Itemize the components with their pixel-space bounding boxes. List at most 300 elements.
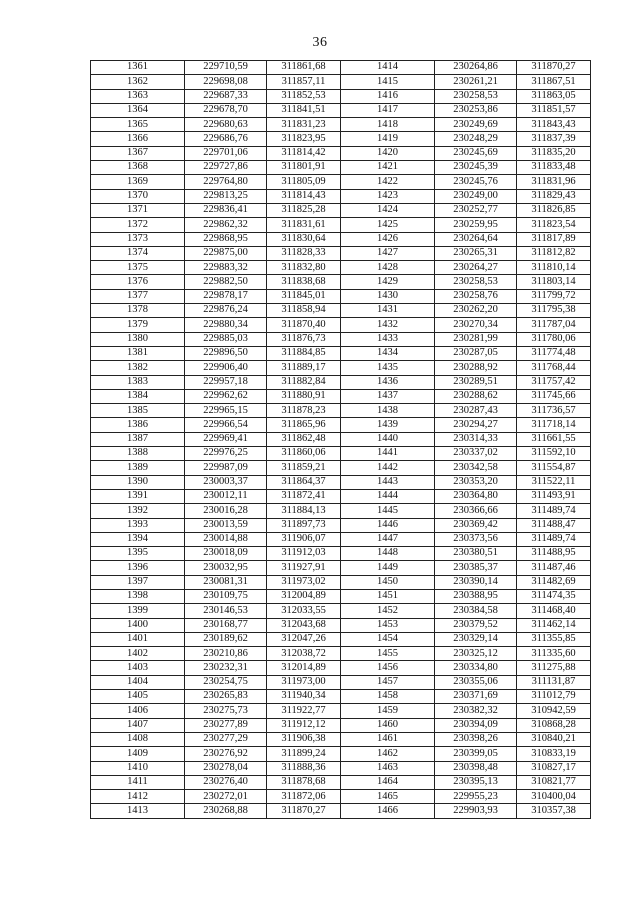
- x-coordinate-cell: 229876,24: [185, 304, 267, 318]
- table-row: [91, 332, 591, 346]
- x-coordinate-cell: 230264,86: [435, 61, 517, 75]
- table-row: [91, 132, 591, 146]
- y-coordinate-cell: 311487,46: [517, 561, 591, 575]
- x-coordinate-cell: 230249,69: [435, 118, 517, 132]
- table-row: [91, 103, 591, 117]
- point-number-cell: 1450: [341, 575, 435, 589]
- point-number-cell: 1433: [341, 332, 435, 346]
- y-coordinate-cell: 311799,72: [517, 289, 591, 303]
- point-number-cell: 1458: [341, 690, 435, 704]
- y-coordinate-cell: 311801,91: [267, 161, 341, 175]
- x-coordinate-cell: 229882,50: [185, 275, 267, 289]
- y-coordinate-cell: 311906,07: [267, 532, 341, 546]
- y-coordinate-cell: 311973,02: [267, 575, 341, 589]
- point-number-cell: 1423: [341, 189, 435, 203]
- table-row: [91, 661, 591, 675]
- x-coordinate-cell: 230249,00: [435, 189, 517, 203]
- x-coordinate-cell: 230210,86: [185, 647, 267, 661]
- y-coordinate-cell: 311837,39: [517, 132, 591, 146]
- y-coordinate-cell: 311829,43: [517, 189, 591, 203]
- y-coordinate-cell: 311661,55: [517, 432, 591, 446]
- point-number-cell: 1402: [91, 647, 185, 661]
- y-coordinate-cell: 311841,51: [267, 103, 341, 117]
- point-number-cell: 1399: [91, 604, 185, 618]
- y-coordinate-cell: 311922,77: [267, 704, 341, 718]
- point-number-cell: 1445: [341, 504, 435, 518]
- x-coordinate-cell: 230380,51: [435, 547, 517, 561]
- point-number-cell: 1409: [91, 747, 185, 761]
- point-number-cell: 1465: [341, 790, 435, 804]
- x-coordinate-cell: 230252,77: [435, 203, 517, 217]
- x-coordinate-cell: 230277,89: [185, 718, 267, 732]
- y-coordinate-cell: 311845,01: [267, 289, 341, 303]
- y-coordinate-cell: 312033,55: [267, 604, 341, 618]
- x-coordinate-cell: 230014,88: [185, 532, 267, 546]
- y-coordinate-cell: 312043,68: [267, 618, 341, 632]
- x-coordinate-cell: 229957,18: [185, 375, 267, 389]
- point-number-cell: 1412: [91, 790, 185, 804]
- table-row: [91, 146, 591, 160]
- point-number-cell: 1367: [91, 146, 185, 160]
- table-row: [91, 218, 591, 232]
- x-coordinate-cell: 230264,64: [435, 232, 517, 246]
- y-coordinate-cell: 311878,23: [267, 404, 341, 418]
- y-coordinate-cell: 311012,79: [517, 690, 591, 704]
- y-coordinate-cell: 311817,89: [517, 232, 591, 246]
- y-coordinate-cell: 311830,64: [267, 232, 341, 246]
- y-coordinate-cell: 311864,37: [267, 475, 341, 489]
- y-coordinate-cell: 311488,95: [517, 547, 591, 561]
- table-row: [91, 432, 591, 446]
- point-number-cell: 1454: [341, 632, 435, 646]
- x-coordinate-cell: 230371,69: [435, 690, 517, 704]
- point-number-cell: 1429: [341, 275, 435, 289]
- x-coordinate-cell: 229836,41: [185, 203, 267, 217]
- y-coordinate-cell: 311493,91: [517, 489, 591, 503]
- y-coordinate-cell: 311831,61: [267, 218, 341, 232]
- y-coordinate-cell: 310833,19: [517, 747, 591, 761]
- y-coordinate-cell: 311828,33: [267, 246, 341, 260]
- x-coordinate-cell: 230146,53: [185, 604, 267, 618]
- table-row: [91, 304, 591, 318]
- x-coordinate-cell: 229701,06: [185, 146, 267, 160]
- x-coordinate-cell: 230032,95: [185, 561, 267, 575]
- x-coordinate-cell: 229906,40: [185, 361, 267, 375]
- point-number-cell: 1460: [341, 718, 435, 732]
- point-number-cell: 1382: [91, 361, 185, 375]
- y-coordinate-cell: 310840,21: [517, 732, 591, 746]
- y-coordinate-cell: 311867,51: [517, 75, 591, 89]
- y-coordinate-cell: 310821,77: [517, 775, 591, 789]
- x-coordinate-cell: 230268,88: [185, 804, 267, 818]
- x-coordinate-cell: 230337,02: [435, 447, 517, 461]
- x-coordinate-cell: 230353,20: [435, 475, 517, 489]
- x-coordinate-cell: 229686,76: [185, 132, 267, 146]
- x-coordinate-cell: 230258,76: [435, 289, 517, 303]
- y-coordinate-cell: 311860,06: [267, 447, 341, 461]
- x-coordinate-cell: 229678,70: [185, 103, 267, 117]
- point-number-cell: 1370: [91, 189, 185, 203]
- x-coordinate-cell: 230329,14: [435, 632, 517, 646]
- table-row: [91, 475, 591, 489]
- point-number-cell: 1374: [91, 246, 185, 260]
- table-row: [91, 704, 591, 718]
- x-coordinate-cell: 230265,83: [185, 690, 267, 704]
- y-coordinate-cell: 311870,27: [517, 61, 591, 75]
- y-coordinate-cell: 311876,73: [267, 332, 341, 346]
- table-row: [91, 632, 591, 646]
- y-coordinate-cell: 311823,54: [517, 218, 591, 232]
- y-coordinate-cell: 312014,89: [267, 661, 341, 675]
- x-coordinate-cell: 230270,34: [435, 318, 517, 332]
- y-coordinate-cell: 311940,34: [267, 690, 341, 704]
- point-number-cell: 1404: [91, 675, 185, 689]
- point-number-cell: 1431: [341, 304, 435, 318]
- point-number-cell: 1368: [91, 161, 185, 175]
- x-coordinate-cell: 230168,77: [185, 618, 267, 632]
- point-number-cell: 1462: [341, 747, 435, 761]
- point-number-cell: 1381: [91, 346, 185, 360]
- point-number-cell: 1441: [341, 447, 435, 461]
- x-coordinate-cell: 230016,28: [185, 504, 267, 518]
- y-coordinate-cell: 311745,66: [517, 389, 591, 403]
- x-coordinate-cell: 229868,95: [185, 232, 267, 246]
- table-row: [91, 75, 591, 89]
- y-coordinate-cell: 311833,48: [517, 161, 591, 175]
- table-row: [91, 747, 591, 761]
- point-number-cell: 1393: [91, 518, 185, 532]
- table-row: [91, 618, 591, 632]
- x-coordinate-cell: 230288,92: [435, 361, 517, 375]
- y-coordinate-cell: 311803,14: [517, 275, 591, 289]
- table-row: [91, 418, 591, 432]
- point-number-cell: 1408: [91, 732, 185, 746]
- y-coordinate-cell: 311718,14: [517, 418, 591, 432]
- x-coordinate-cell: 230334,80: [435, 661, 517, 675]
- point-number-cell: 1448: [341, 547, 435, 561]
- point-number-cell: 1379: [91, 318, 185, 332]
- point-number-cell: 1415: [341, 75, 435, 89]
- table-row: [91, 718, 591, 732]
- y-coordinate-cell: 311872,06: [267, 790, 341, 804]
- point-number-cell: 1436: [341, 375, 435, 389]
- point-number-cell: 1366: [91, 132, 185, 146]
- x-coordinate-cell: 229965,15: [185, 404, 267, 418]
- table-row: [91, 375, 591, 389]
- table-row: [91, 647, 591, 661]
- table-row: [91, 89, 591, 103]
- point-number-cell: 1439: [341, 418, 435, 432]
- point-number-cell: 1363: [91, 89, 185, 103]
- table-row: [91, 675, 591, 689]
- point-number-cell: 1438: [341, 404, 435, 418]
- x-coordinate-cell: 230013,59: [185, 518, 267, 532]
- point-number-cell: 1444: [341, 489, 435, 503]
- table-row: [91, 289, 591, 303]
- x-coordinate-cell: 230278,04: [185, 761, 267, 775]
- y-coordinate-cell: 311861,68: [267, 61, 341, 75]
- x-coordinate-cell: 229966,54: [185, 418, 267, 432]
- point-number-cell: 1446: [341, 518, 435, 532]
- y-coordinate-cell: 311858,94: [267, 304, 341, 318]
- x-coordinate-cell: 229813,25: [185, 189, 267, 203]
- y-coordinate-cell: 311814,42: [267, 146, 341, 160]
- point-number-cell: 1432: [341, 318, 435, 332]
- y-coordinate-cell: 311335,60: [517, 647, 591, 661]
- point-number-cell: 1425: [341, 218, 435, 232]
- x-coordinate-cell: 230109,75: [185, 589, 267, 603]
- point-number-cell: 1466: [341, 804, 435, 818]
- x-coordinate-cell: 230342,58: [435, 461, 517, 475]
- point-number-cell: 1447: [341, 532, 435, 546]
- x-coordinate-cell: 229885,03: [185, 332, 267, 346]
- x-coordinate-cell: 230258,53: [435, 89, 517, 103]
- y-coordinate-cell: 311825,28: [267, 203, 341, 217]
- y-coordinate-cell: 311862,48: [267, 432, 341, 446]
- point-number-cell: 1385: [91, 404, 185, 418]
- point-number-cell: 1389: [91, 461, 185, 475]
- x-coordinate-cell: 230253,86: [435, 103, 517, 117]
- point-number-cell: 1424: [341, 203, 435, 217]
- y-coordinate-cell: 311899,24: [267, 747, 341, 761]
- x-coordinate-cell: 229880,34: [185, 318, 267, 332]
- point-number-cell: 1443: [341, 475, 435, 489]
- x-coordinate-cell: 229955,23: [435, 790, 517, 804]
- table-row: [91, 489, 591, 503]
- x-coordinate-cell: 230398,26: [435, 732, 517, 746]
- x-coordinate-cell: 230395,13: [435, 775, 517, 789]
- x-coordinate-cell: 229727,86: [185, 161, 267, 175]
- x-coordinate-cell: 229987,09: [185, 461, 267, 475]
- point-number-cell: 1373: [91, 232, 185, 246]
- x-coordinate-cell: 229883,32: [185, 261, 267, 275]
- x-coordinate-cell: 230276,92: [185, 747, 267, 761]
- y-coordinate-cell: 311857,11: [267, 75, 341, 89]
- x-coordinate-cell: 230272,01: [185, 790, 267, 804]
- y-coordinate-cell: 311973,00: [267, 675, 341, 689]
- y-coordinate-cell: 311275,88: [517, 661, 591, 675]
- y-coordinate-cell: 311882,84: [267, 375, 341, 389]
- table-row: [91, 604, 591, 618]
- x-coordinate-cell: 230289,51: [435, 375, 517, 389]
- table-row: [91, 518, 591, 532]
- x-coordinate-cell: 230189,62: [185, 632, 267, 646]
- x-coordinate-cell: 230248,29: [435, 132, 517, 146]
- x-coordinate-cell: 230281,99: [435, 332, 517, 346]
- x-coordinate-cell: 229698,08: [185, 75, 267, 89]
- y-coordinate-cell: 311522,11: [517, 475, 591, 489]
- point-number-cell: 1417: [341, 103, 435, 117]
- y-coordinate-cell: 311889,17: [267, 361, 341, 375]
- table-row: [91, 561, 591, 575]
- y-coordinate-cell: 311780,06: [517, 332, 591, 346]
- table-row: [91, 575, 591, 589]
- x-coordinate-cell: 230366,66: [435, 504, 517, 518]
- coordinates-table-body: [91, 61, 591, 819]
- y-coordinate-cell: 310400,04: [517, 790, 591, 804]
- point-number-cell: 1362: [91, 75, 185, 89]
- x-coordinate-cell: 230373,56: [435, 532, 517, 546]
- x-coordinate-cell: 230276,40: [185, 775, 267, 789]
- y-coordinate-cell: 311888,36: [267, 761, 341, 775]
- y-coordinate-cell: 311468,40: [517, 604, 591, 618]
- y-coordinate-cell: 311474,35: [517, 589, 591, 603]
- table-row: [91, 775, 591, 789]
- point-number-cell: 1461: [341, 732, 435, 746]
- table-row: [91, 232, 591, 246]
- y-coordinate-cell: 311812,82: [517, 246, 591, 260]
- y-coordinate-cell: 311823,95: [267, 132, 341, 146]
- point-number-cell: 1369: [91, 175, 185, 189]
- x-coordinate-cell: 230287,05: [435, 346, 517, 360]
- x-coordinate-cell: 229969,41: [185, 432, 267, 446]
- point-number-cell: 1421: [341, 161, 435, 175]
- x-coordinate-cell: 229710,59: [185, 61, 267, 75]
- point-number-cell: 1418: [341, 118, 435, 132]
- table-row: [91, 361, 591, 375]
- point-number-cell: 1383: [91, 375, 185, 389]
- point-number-cell: 1397: [91, 575, 185, 589]
- x-coordinate-cell: 230398,48: [435, 761, 517, 775]
- y-coordinate-cell: 311810,14: [517, 261, 591, 275]
- x-coordinate-cell: 230275,73: [185, 704, 267, 718]
- point-number-cell: 1371: [91, 203, 185, 217]
- y-coordinate-cell: 310868,28: [517, 718, 591, 732]
- y-coordinate-cell: 311795,38: [517, 304, 591, 318]
- x-coordinate-cell: 230390,14: [435, 575, 517, 589]
- point-number-cell: 1387: [91, 432, 185, 446]
- x-coordinate-cell: 230388,95: [435, 589, 517, 603]
- x-coordinate-cell: 230232,31: [185, 661, 267, 675]
- point-number-cell: 1395: [91, 547, 185, 561]
- y-coordinate-cell: 312004,89: [267, 589, 341, 603]
- x-coordinate-cell: 230012,11: [185, 489, 267, 503]
- x-coordinate-cell: 230394,09: [435, 718, 517, 732]
- x-coordinate-cell: 229962,62: [185, 389, 267, 403]
- point-number-cell: 1361: [91, 61, 185, 75]
- point-number-cell: 1416: [341, 89, 435, 103]
- x-coordinate-cell: 230369,42: [435, 518, 517, 532]
- point-number-cell: 1463: [341, 761, 435, 775]
- table-row: [91, 532, 591, 546]
- y-coordinate-cell: 311805,09: [267, 175, 341, 189]
- y-coordinate-cell: 311831,23: [267, 118, 341, 132]
- x-coordinate-cell: 230261,21: [435, 75, 517, 89]
- y-coordinate-cell: 311870,27: [267, 804, 341, 818]
- x-coordinate-cell: 230081,31: [185, 575, 267, 589]
- point-number-cell: 1372: [91, 218, 185, 232]
- x-coordinate-cell: 230259,95: [435, 218, 517, 232]
- y-coordinate-cell: 311851,57: [517, 103, 591, 117]
- y-coordinate-cell: 311826,85: [517, 203, 591, 217]
- point-number-cell: 1430: [341, 289, 435, 303]
- point-number-cell: 1414: [341, 61, 435, 75]
- x-coordinate-cell: 230399,05: [435, 747, 517, 761]
- point-number-cell: 1398: [91, 589, 185, 603]
- table-row: [91, 175, 591, 189]
- table-row: [91, 275, 591, 289]
- table-row: [91, 461, 591, 475]
- x-coordinate-cell: 230262,20: [435, 304, 517, 318]
- table-row: [91, 589, 591, 603]
- point-number-cell: 1400: [91, 618, 185, 632]
- y-coordinate-cell: 311912,03: [267, 547, 341, 561]
- y-coordinate-cell: 311489,74: [517, 532, 591, 546]
- table-row: [91, 161, 591, 175]
- point-number-cell: 1456: [341, 661, 435, 675]
- x-coordinate-cell: 230384,58: [435, 604, 517, 618]
- y-coordinate-cell: 311878,68: [267, 775, 341, 789]
- y-coordinate-cell: 310942,59: [517, 704, 591, 718]
- y-coordinate-cell: 311489,74: [517, 504, 591, 518]
- point-number-cell: 1406: [91, 704, 185, 718]
- point-number-cell: 1440: [341, 432, 435, 446]
- table-row: [91, 732, 591, 746]
- x-coordinate-cell: 230325,12: [435, 647, 517, 661]
- y-coordinate-cell: 311872,41: [267, 489, 341, 503]
- point-number-cell: 1394: [91, 532, 185, 546]
- point-number-cell: 1392: [91, 504, 185, 518]
- x-coordinate-cell: 229878,17: [185, 289, 267, 303]
- y-coordinate-cell: 311131,87: [517, 675, 591, 689]
- table-row: [91, 346, 591, 360]
- y-coordinate-cell: 311355,85: [517, 632, 591, 646]
- x-coordinate-cell: 230294,27: [435, 418, 517, 432]
- x-coordinate-cell: 230379,52: [435, 618, 517, 632]
- table-row: [91, 790, 591, 804]
- y-coordinate-cell: 311859,21: [267, 461, 341, 475]
- point-number-cell: 1449: [341, 561, 435, 575]
- y-coordinate-cell: 311482,69: [517, 575, 591, 589]
- table-row: [91, 761, 591, 775]
- page-number: 36: [312, 35, 328, 50]
- point-number-cell: 1451: [341, 589, 435, 603]
- x-coordinate-cell: 230245,69: [435, 146, 517, 160]
- point-number-cell: 1420: [341, 146, 435, 160]
- y-coordinate-cell: 311897,73: [267, 518, 341, 532]
- y-coordinate-cell: 311592,10: [517, 447, 591, 461]
- table-row: [91, 118, 591, 132]
- x-coordinate-cell: 230245,76: [435, 175, 517, 189]
- table-row: [91, 447, 591, 461]
- x-coordinate-cell: 230288,62: [435, 389, 517, 403]
- point-number-cell: 1428: [341, 261, 435, 275]
- y-coordinate-cell: 310357,38: [517, 804, 591, 818]
- y-coordinate-cell: 311906,38: [267, 732, 341, 746]
- point-number-cell: 1388: [91, 447, 185, 461]
- x-coordinate-cell: 230355,06: [435, 675, 517, 689]
- table-row: [91, 504, 591, 518]
- point-number-cell: 1452: [341, 604, 435, 618]
- point-number-cell: 1378: [91, 304, 185, 318]
- x-coordinate-cell: 230287,43: [435, 404, 517, 418]
- point-number-cell: 1464: [341, 775, 435, 789]
- x-coordinate-cell: 230364,80: [435, 489, 517, 503]
- y-coordinate-cell: 311774,48: [517, 346, 591, 360]
- x-coordinate-cell: 230245,39: [435, 161, 517, 175]
- point-number-cell: 1391: [91, 489, 185, 503]
- y-coordinate-cell: 311757,42: [517, 375, 591, 389]
- point-number-cell: 1435: [341, 361, 435, 375]
- x-coordinate-cell: 229862,32: [185, 218, 267, 232]
- table-row: [91, 246, 591, 260]
- x-coordinate-cell: 229764,80: [185, 175, 267, 189]
- point-number-cell: 1390: [91, 475, 185, 489]
- y-coordinate-cell: 311884,85: [267, 346, 341, 360]
- x-coordinate-cell: 229896,50: [185, 346, 267, 360]
- point-number-cell: 1434: [341, 346, 435, 360]
- point-number-cell: 1453: [341, 618, 435, 632]
